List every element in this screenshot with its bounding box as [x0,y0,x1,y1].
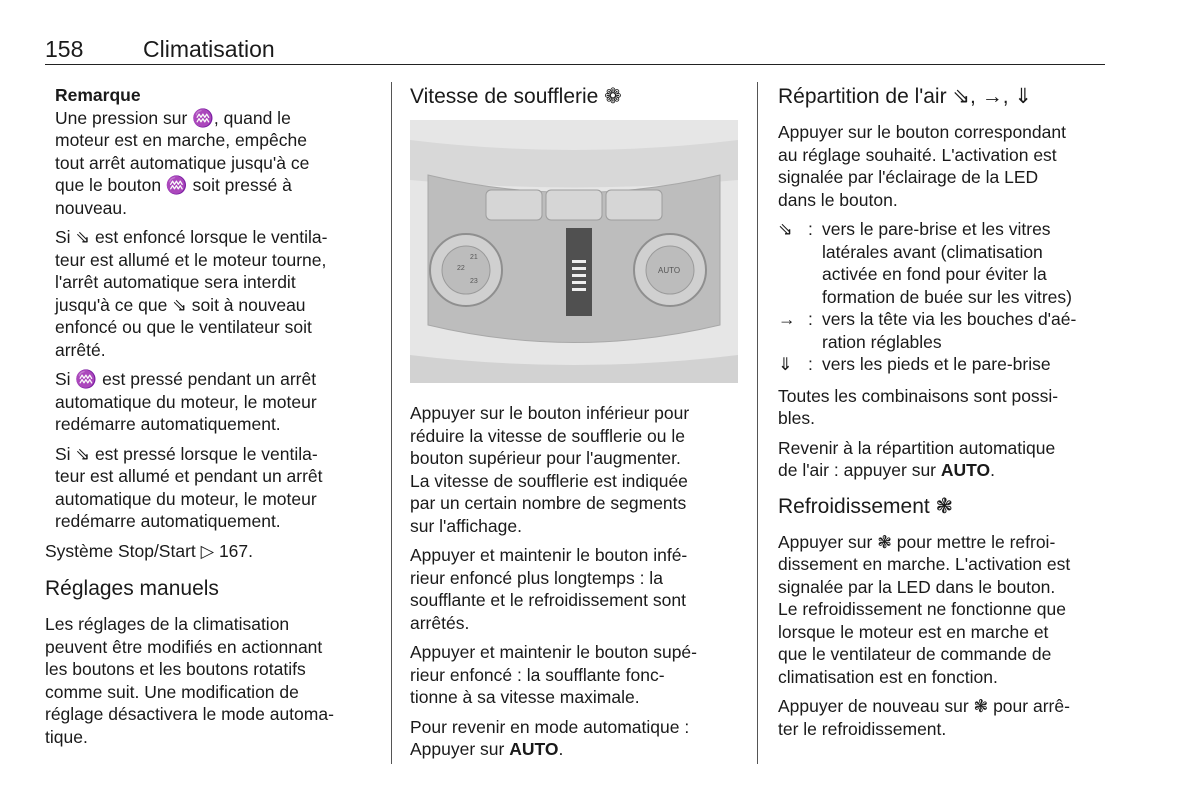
climate-panel-illustration [410,120,738,383]
air-distribution-list [778,218,1113,376]
manual-settings-heading: Réglages manuels [45,577,219,600]
windscreen-air-icon: ⇘ [778,219,793,239]
note-paragraph-3: Si ♒ est pressé pendant un arrêt automatique du moteur, le moteur redémarre automatiquement. [55,369,317,434]
page-header [45,34,1105,65]
list-item: ⇓ : vers les pieds et le pare-brise [778,354,1051,374]
fan-paragraph-3: Appuyer et maintenir le bouton supé- rieur enfoncé : la soufflante fonc- tionne à sa vitesse maximale. [410,642,697,707]
air-distribution-intro: Appuyer sur le bouton correspondant au réglage souhaité. L'activation est signalée par l'éclairage de la LED dans le bouton. [778,122,1066,210]
note-paragraph-4: Si ⇘ est pressé lorsque le ventila- teur est allumé et pendant un arrêt automatique du moteur, le moteur redémarre automatiquement. [55,443,323,531]
list-item: ⇘ : vers le pare-brise et les vitres latérales avant (climatisation activée en fond pour éviter la formation de buée sur les vitres) [778,219,1072,307]
dial-label-auto: AUTO [658,266,681,275]
fan-speed-heading: Vitesse de soufflerie ❁ [410,85,622,108]
page-title: Climatisation [143,36,275,62]
page-number: 158 [45,36,84,62]
fan-paragraph-4: Pour revenir en mode automatique : Appuyer sur AUTO. [410,716,690,759]
column-divider-1 [391,82,392,764]
panel-button-1 [486,190,542,220]
dial-label-21: 21 [470,254,478,261]
climate-control-panel-image [410,120,738,383]
fan-speed-display [566,228,592,316]
column-3 [778,84,1113,747]
stop-start-reference: Système Stop/Start ▷ 167. [45,540,254,561]
cooling-heading: Refroidissement ❃ [778,494,954,518]
column-1 [45,84,375,755]
column-divider-2 [757,82,758,764]
auto-return-paragraph: Revenir à la répartition automatique de l'air : appuyer sur AUTO. [778,437,1056,480]
cooling-off-paragraph: Appuyer de nouveau sur ❃ pour arrê- ter le refroidissement. [778,696,1070,739]
head-air-icon: → [778,309,796,329]
column-2-text [410,402,745,768]
panel-button-2 [546,190,602,220]
feet-air-icon: ⇓ [778,354,793,374]
note-paragraph-2: Si ⇘ est enfoncé lorsque le ventila- teur est allumé et le moteur tourne, l'arrêt automatique sera interdit jusqu'à ce que ⇘ soit à nouveau enfoncé ou que le ventilateur soit arrêté. [55,227,328,360]
dial-label-23: 23 [470,278,478,285]
dial-label-22: 22 [457,265,465,272]
manual-settings-paragraph: Les réglages de la climatisation peuvent être modifiés en actionnant les boutons et les boutons rotatifs comme suit. Une modification de réglage désactivera le mode automa- tique. [45,614,334,747]
air-distribution-heading: Répartition de l'air ⇘, →, ⇓ [778,85,1032,108]
cooling-paragraph: Appuyer sur ❃ pour mettre le refroi- dissement en marche. L'activation est signalée par la LED dans le bouton. Le refroidissement ne fonctionne que lorsque le moteur est en marche et que le ventilateur de commande de climatisation est en fonction. [778,531,1071,687]
list-item: → : vers la tête via les bouches d'aé- ration réglables [778,309,1077,352]
panel-button-3 [606,190,662,220]
note-paragraph-1: Une pression sur ♒, quand le moteur est en marche, empêche tout arrêt automatique jusqu'à ce que le bouton ♒ soit pressé à nouveau. [55,107,310,218]
fan-paragraph-2: Appuyer et maintenir le bouton infé- rieur enfoncé plus longtemps : la soufflante et le refroidissement sont arrêtés. [410,545,688,633]
note-heading: Remarque [55,85,141,105]
fan-paragraph-1: Appuyer sur le bouton inférieur pour réduire la vitesse de soufflerie ou le bouton supérieur pour l'augmenter. La vitesse de soufflerie est indiquée par un certain nombre de segments sur l'affichage. [410,403,690,536]
column-2 [410,84,745,121]
combinations-paragraph: Toutes les combinaisons sont possi- bles. [778,385,1059,428]
note-box [45,84,375,533]
